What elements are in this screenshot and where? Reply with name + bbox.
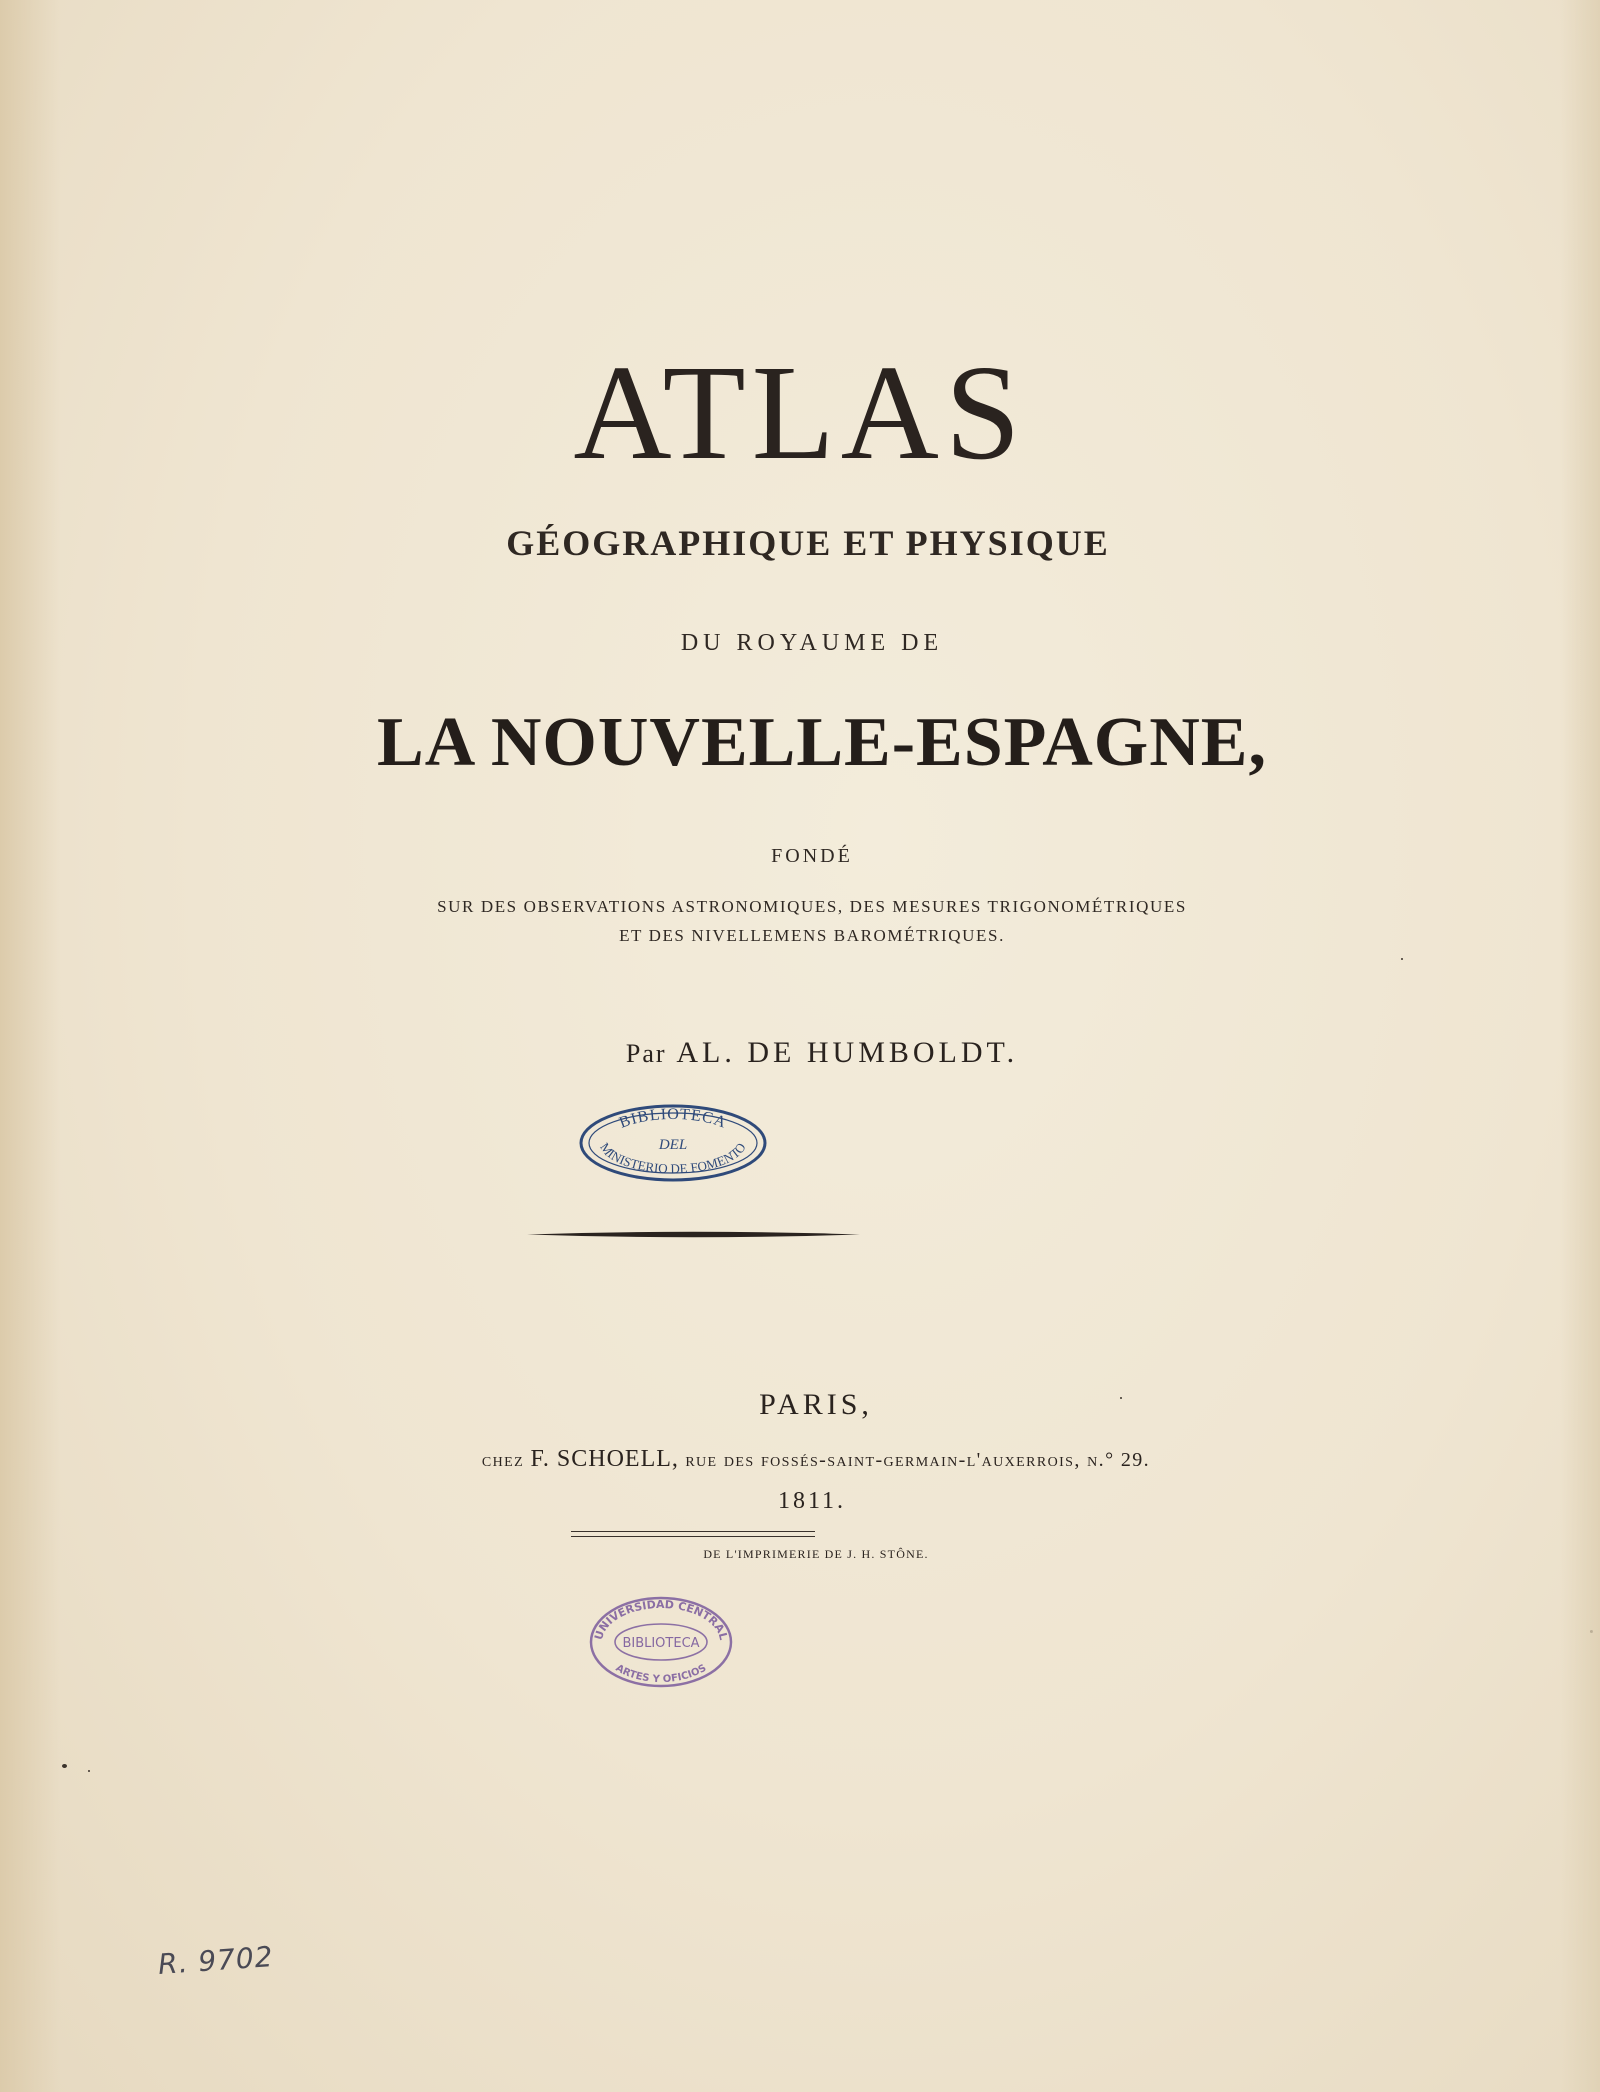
imprint-printer: DE L'IMPRIMERIE DE J. H. STÔNE.	[703, 1547, 929, 1561]
imprint-publisher	[16, 1446, 1600, 1473]
atlas-title: ATLAS	[573, 338, 1027, 488]
imprint-city: PARIS,	[759, 1388, 873, 1421]
paper-speck	[1401, 958, 1403, 960]
blue-stamp-line3: MINISTERIO DE FOMENTO	[597, 1139, 749, 1177]
purple-stamp-center: BIBLIOTECA	[622, 1636, 700, 1651]
publisher-address: rue des fossés-saint-germain-l'auxerrois, n.° 29.	[685, 1449, 1151, 1471]
purple-stamp-bottom: ARTES Y OFICIOS	[613, 1662, 709, 1686]
paper-speck	[88, 1770, 90, 1772]
description-line-2: ET DES NIVELLEMENS BAROMÉTRIQUES.	[619, 926, 1005, 945]
blue-stamp-line2: DEL	[658, 1137, 688, 1153]
blue-stamp-line1: BIBLIOTECA	[617, 1105, 729, 1132]
purple-stamp-top: UNIVERSIDAD CENTRAL	[591, 1597, 730, 1642]
author-prefix: Par	[625, 1039, 667, 1068]
tapered-rule	[527, 1230, 860, 1239]
fonde-label: FONDÉ	[771, 845, 853, 867]
paper-speck	[62, 1764, 67, 1768]
publisher-name: F. SCHOELL,	[530, 1446, 679, 1472]
author-line	[22, 1036, 1600, 1070]
subtitle-nouvelle-espagne: LA NOUVELLE-ESPAGNE,	[377, 704, 1267, 781]
subtitle-geographique: GÉOGRAPHIQUE ET PHYSIQUE	[506, 523, 1110, 563]
ministerio-fomento-stamp	[578, 1103, 768, 1183]
svg-text:UNIVERSIDAD CENTRAL	[592, 1598, 730, 1641]
publisher-prefix: chez	[481, 1449, 525, 1471]
shelfmark-handwritten: R. 9702	[156, 1940, 275, 1981]
paper-speck	[1590, 1630, 1593, 1633]
description-line-1: SUR DES OBSERVATIONS ASTRONOMIQUES, DES MESURES TRIGONOMÉTRIQUES	[437, 897, 1187, 916]
author-name: AL. DE HUMBOLDT.	[676, 1036, 1019, 1069]
paper-speck	[1120, 1397, 1122, 1399]
universidad-central-stamp	[588, 1595, 734, 1690]
subtitle-du-royaume: DU ROYAUME DE	[680, 630, 944, 656]
imprint-year: 1811.	[777, 1488, 847, 1514]
double-rule	[571, 1531, 815, 1537]
